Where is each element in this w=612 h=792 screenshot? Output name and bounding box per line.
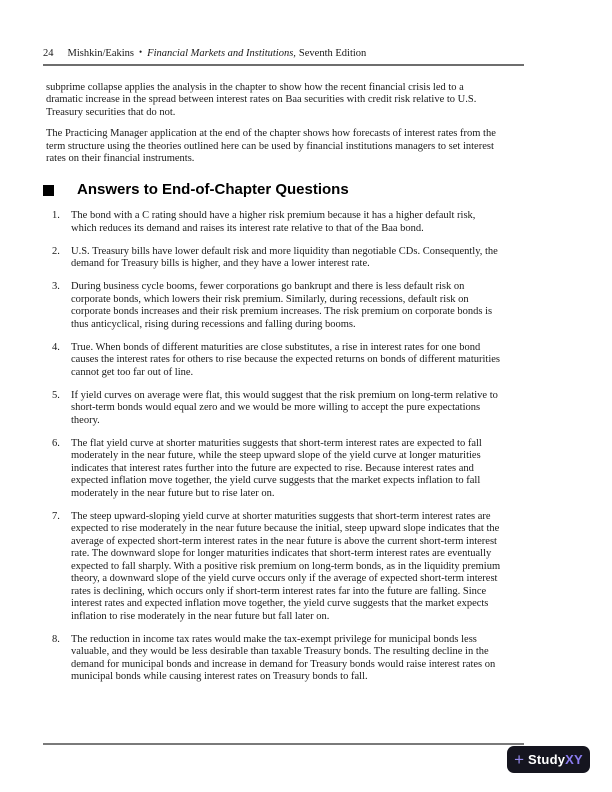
- page-body: [46, 62, 501, 684]
- logo-text-accent: XY: [565, 752, 583, 767]
- answer-item: [46, 342, 501, 380]
- answer-item: [46, 511, 501, 624]
- answer-item: [46, 438, 501, 501]
- answer-number: 3.: [52, 281, 60, 293]
- answer-number: 2.: [52, 245, 60, 257]
- answers-list: [46, 210, 501, 684]
- intro-paragraph: The Practicing Manager application at the end of the chapter shows how forecasts of interest rates from the term structure using the theories outlined here can be used by financial institutions managers to set interest rates on their financial instruments.: [46, 128, 496, 165]
- answer-number: 4.: [52, 341, 60, 353]
- answer-text: The bond with a C rating should have a higher risk premium because it has a higher default risk, which reduces its demand and raises its interest rate relative to that of the Baa bond.: [71, 210, 476, 234]
- answer-number: 5.: [52, 389, 60, 401]
- square-bullet-icon: [43, 185, 54, 196]
- footer-divider: [43, 743, 524, 745]
- answer-text: True. When bonds of different maturities are close substitutes, a rise in interest rates for one bond causes the interest rates for others to rise because the expected returns on bonds of different maturities cannot get too far out of line.: [71, 341, 500, 378]
- answer-item: [46, 246, 501, 271]
- answer-text: U.S. Treasury bills have lower default risk and more liquidity than negotiable CDs. Consequently, the demand for Treasury bills is higher, and they have a lower interest rate.: [71, 245, 498, 270]
- answer-number: 7.: [52, 510, 60, 522]
- logo-text-primary: Study: [528, 752, 566, 767]
- answer-text: The flat yield curve at shorter maturities suggests that short-term interest rates are expected to fall moderately in the near future, while the steep upward slope of the yield curve at longer maturities indicates that interest rates further into the future are expected to rise. Because interest rates and expected inflation move together, the yield curve suggests that the market expects inflation to fall moderately in the near future but to rise later on.: [71, 437, 482, 499]
- section-heading: [43, 182, 501, 198]
- answer-number: 6.: [52, 437, 60, 449]
- section-heading-label: Answers to End-of-Chapter Questions: [77, 181, 349, 199]
- intro-paragraph: subprime collapse applies the analysis in the chapter to show how the recent financial crisis led to a dramatic increase in the spread between interest rates on Baa securities with credit risk relative to U.S. Treasury securities that do not.: [46, 82, 477, 118]
- plus-icon: +: [514, 749, 525, 769]
- header-edition: Seventh Edition: [298, 48, 367, 59]
- answer-text: If yield curves on average were flat, this would suggest that the risk premium on long-term relative to short-term bonds would equal zero and we would be more willing to accept the pure expectations theory.: [71, 389, 498, 426]
- page-number: 24: [43, 48, 54, 59]
- studyxy-logo-text: [528, 752, 583, 767]
- answer-number: 8.: [52, 633, 60, 645]
- header-separator-dot: •: [139, 47, 143, 57]
- answer-item: [46, 634, 501, 684]
- answer-item: [46, 390, 501, 428]
- answer-number: 1.: [52, 210, 60, 222]
- answer-item: [46, 210, 501, 235]
- answer-text: During business cycle booms, fewer corporations go bankrupt and there is less default risk on corporate bonds, which lowers their risk premium. Similarly, during recessions, default risk on corporate bonds increases and their risk premium increases. The risk premium on corporate bonds is thus anticyclical, rising during recessions and falling during booms.: [71, 281, 493, 330]
- header-authors: Mishkin/Eakins: [67, 48, 135, 59]
- answer-text: The reduction in income tax rates would make the tax-exempt privilege for municipal bonds less valuable, and they would be less desirable than taxable Treasury bonds. The resulting decline in the demand for municipal bonds and increase in demand for Treasury bonds would raise interest rates on municipal bonds while causing interest rates on Treasury bonds to fall.: [71, 633, 496, 683]
- answer-item: [46, 281, 501, 331]
- studyxy-logo: [507, 746, 590, 773]
- header-book-title: Financial Markets and Institutions,: [147, 48, 296, 59]
- answer-text: The steep upward-sloping yield curve at shorter maturities suggests that short-term interest rates are expected to rise moderately in the near future because the initial, steep upward slope indicates that the average of expected short-term interest rates in the near future is above the current short-term interest rate. The downward slope for longer maturities indicates that short-term interest rates are eventually expected to fall sharply. With a positive risk premium on long-term bonds, as in the liquidity premium theory, a downward slope of the yield curve occurs only if the average of expected short-term interest rates is declining, which occurs only if short-term interest rates far into the future are falling. Since interest rates and expected inflation move together, the yield curve suggests that the market expects inflation to rise moderately in the near future but fall later on.: [71, 510, 501, 622]
